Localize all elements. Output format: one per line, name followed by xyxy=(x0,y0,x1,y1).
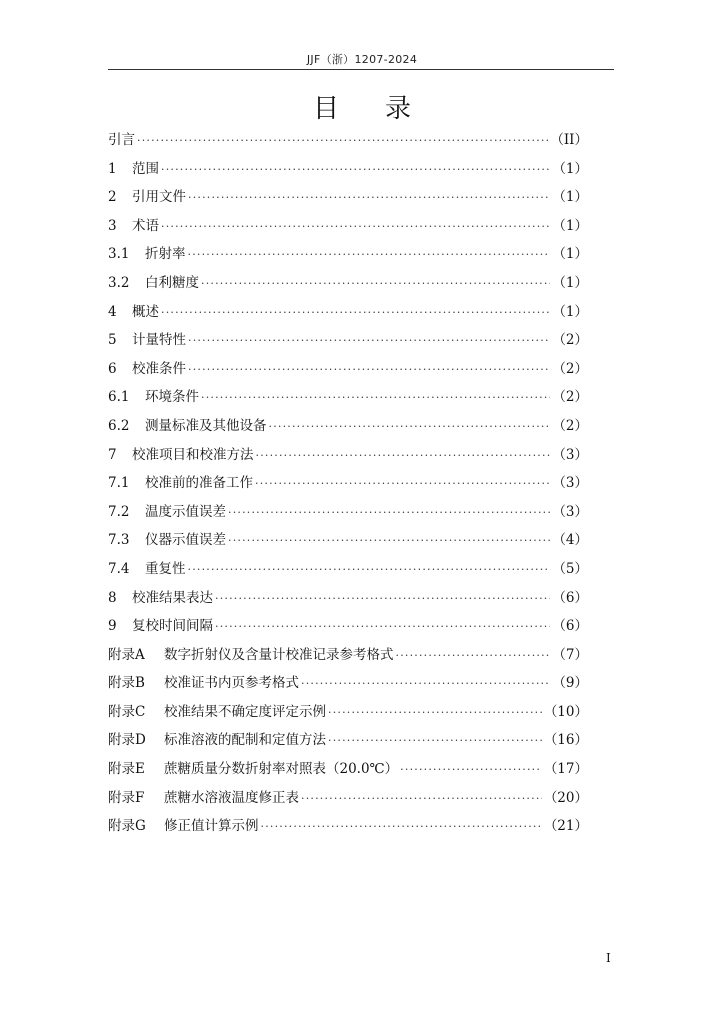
toc-entry-label: 计量特性 xyxy=(132,332,186,349)
toc-entry-label: 修正值计算示例 xyxy=(164,818,259,835)
toc-entry-page: （10） xyxy=(543,703,588,720)
dot-leader xyxy=(328,734,542,747)
toc-entry-page: （7） xyxy=(552,646,588,663)
dot-leader xyxy=(228,534,550,547)
toc-entry-page: （3） xyxy=(552,446,588,463)
dot-leader xyxy=(400,763,542,776)
toc-entry-page: （1） xyxy=(552,189,588,206)
toc-entry-number: 3.2 xyxy=(108,274,130,291)
dot-leader xyxy=(188,363,550,376)
toc-entry xyxy=(108,443,588,472)
toc-entry xyxy=(108,528,588,557)
toc-entry-label: 重复性 xyxy=(145,560,186,577)
toc-entry xyxy=(108,271,588,300)
dot-leader xyxy=(255,477,550,490)
dot-leader xyxy=(201,277,550,290)
dot-leader xyxy=(215,620,550,633)
toc-entry-page: （1） xyxy=(552,274,588,291)
toc-entry-label: 校准条件 xyxy=(132,360,186,377)
header-rule xyxy=(108,69,614,70)
toc-entry-number: 3 xyxy=(108,217,117,234)
toc-entry-number: 附录B xyxy=(108,675,145,692)
toc-entry-page: （II） xyxy=(550,132,588,148)
toc-entry xyxy=(108,586,588,615)
document-id-header: JJF（浙）1207-2024 xyxy=(306,53,418,66)
toc-entry-number: 附录C xyxy=(108,703,146,720)
dot-leader xyxy=(188,334,550,347)
toc-entry xyxy=(108,385,588,414)
toc-entry-page: （1） xyxy=(552,246,588,263)
toc-entry-number: 附录F xyxy=(108,789,145,806)
page-title: 目录 xyxy=(312,94,457,124)
toc-entry-label: 测量标准及其他设备 xyxy=(145,417,267,434)
toc-entry xyxy=(108,128,588,157)
toc-entry-page: （2） xyxy=(552,417,588,434)
toc-entry-label: 术语 xyxy=(132,217,159,234)
toc-entry-page: （3） xyxy=(552,475,588,492)
toc-entry-label: 数字折射仪及含量计校准记录参考格式 xyxy=(164,646,394,663)
toc-entry xyxy=(108,328,588,357)
toc-entry-number: 6 xyxy=(108,360,117,377)
toc-entry-number: 6.2 xyxy=(108,417,130,434)
toc-entry xyxy=(108,185,588,214)
toc-entry-label: 概述 xyxy=(132,303,159,320)
toc-entry xyxy=(108,614,588,643)
toc-entry xyxy=(108,414,588,443)
toc-entry-page: （9） xyxy=(552,675,588,692)
toc-entry xyxy=(108,786,588,815)
dot-leader xyxy=(215,592,550,605)
toc-entry-number: 4 xyxy=(108,303,117,320)
toc-entry xyxy=(108,157,588,186)
toc-entry-number: 7.2 xyxy=(108,503,130,520)
toc-entry-page: （4） xyxy=(552,532,588,549)
dot-leader xyxy=(188,563,551,576)
toc-entry-label: 校准结果不确定度评定示例 xyxy=(164,703,326,720)
toc-entry-label: 蔗糖水溶液温度修正表 xyxy=(164,789,299,806)
toc-entry-page: （2） xyxy=(552,389,588,406)
dot-leader xyxy=(161,306,550,319)
toc-entry-page: （1） xyxy=(552,217,588,234)
toc-entry-label: 引用文件 xyxy=(132,189,186,206)
table-of-contents xyxy=(108,128,588,843)
toc-entry-number: 附录A xyxy=(108,646,145,663)
toc-entry-label: 引言 xyxy=(108,132,135,148)
toc-entry xyxy=(108,214,588,243)
toc-entry xyxy=(108,700,588,729)
dot-leader xyxy=(161,220,550,233)
dot-leader xyxy=(301,677,550,690)
toc-entry-number: 附录E xyxy=(108,761,145,778)
toc-entry-label: 折射率 xyxy=(145,246,186,263)
toc-entry-page: （6） xyxy=(552,618,588,635)
toc-entry xyxy=(108,357,588,386)
toc-entry-number: 7.1 xyxy=(108,475,130,492)
dot-leader xyxy=(269,420,551,433)
toc-entry-number: 1 xyxy=(108,160,117,177)
toc-entry-number: 7.3 xyxy=(108,532,130,549)
dot-leader xyxy=(261,820,542,833)
dot-leader xyxy=(256,449,551,462)
dot-leader xyxy=(188,248,551,261)
toc-entry xyxy=(108,557,588,586)
toc-entry xyxy=(108,471,588,500)
toc-entry-number: 2 xyxy=(108,189,117,206)
dot-leader xyxy=(137,134,548,147)
toc-entry-page: （2） xyxy=(552,332,588,349)
dot-leader xyxy=(188,191,550,204)
toc-entry-number: 5 xyxy=(108,332,117,349)
dot-leader xyxy=(161,163,550,176)
toc-entry xyxy=(108,671,588,700)
toc-entry-number: 7 xyxy=(108,446,117,463)
toc-entry-label: 范围 xyxy=(132,160,159,177)
toc-entry-label: 标准溶液的配制和定值方法 xyxy=(164,732,326,749)
dot-leader xyxy=(201,391,550,404)
toc-entry-number: 3.1 xyxy=(108,246,130,263)
toc-entry-number: 附录G xyxy=(108,818,146,835)
toc-entry-label: 温度示值误差 xyxy=(145,503,226,520)
dot-leader xyxy=(328,706,542,719)
toc-entry-number: 9 xyxy=(108,618,117,635)
toc-entry-label: 复校时间间隔 xyxy=(132,618,213,635)
toc-entry-page: （1） xyxy=(552,160,588,177)
toc-entry xyxy=(108,814,588,843)
toc-entry-label: 仪器示值误差 xyxy=(145,532,226,549)
page-number: I xyxy=(606,951,611,965)
toc-entry-label: 蔗糖质量分数折射率对照表（20.0℃） xyxy=(164,761,399,778)
dot-leader xyxy=(301,792,542,805)
toc-entry-number: 8 xyxy=(108,589,117,606)
toc-entry xyxy=(108,500,588,529)
toc-entry-page: （3） xyxy=(552,503,588,520)
toc-entry xyxy=(108,300,588,329)
toc-entry-number: 附录D xyxy=(108,732,146,749)
toc-entry-label: 环境条件 xyxy=(145,389,199,406)
toc-entry xyxy=(108,757,588,786)
toc-entry xyxy=(108,242,588,271)
toc-entry-page: （21） xyxy=(543,818,588,835)
toc-entry-label: 白利糖度 xyxy=(145,274,199,291)
toc-entry xyxy=(108,643,588,672)
toc-entry-label: 校准证书内页参考格式 xyxy=(164,675,299,692)
toc-entry xyxy=(108,728,588,757)
toc-entry-label: 校准结果表达 xyxy=(132,589,213,606)
toc-entry-page: （2） xyxy=(552,360,588,377)
toc-entry-page: （6） xyxy=(552,589,588,606)
toc-entry-number: 7.4 xyxy=(108,560,130,577)
toc-entry-page: （1） xyxy=(552,303,588,320)
toc-entry-label: 校准前的准备工作 xyxy=(145,475,253,492)
toc-entry-page: （17） xyxy=(543,761,588,778)
toc-entry-page: （16） xyxy=(543,732,588,749)
dot-leader xyxy=(396,649,551,662)
toc-entry-page: （20） xyxy=(543,789,588,806)
toc-entry-page: （5） xyxy=(552,560,588,577)
toc-entry-label: 校准项目和校准方法 xyxy=(132,446,254,463)
toc-entry-number: 6.1 xyxy=(108,389,130,406)
dot-leader xyxy=(228,506,550,519)
